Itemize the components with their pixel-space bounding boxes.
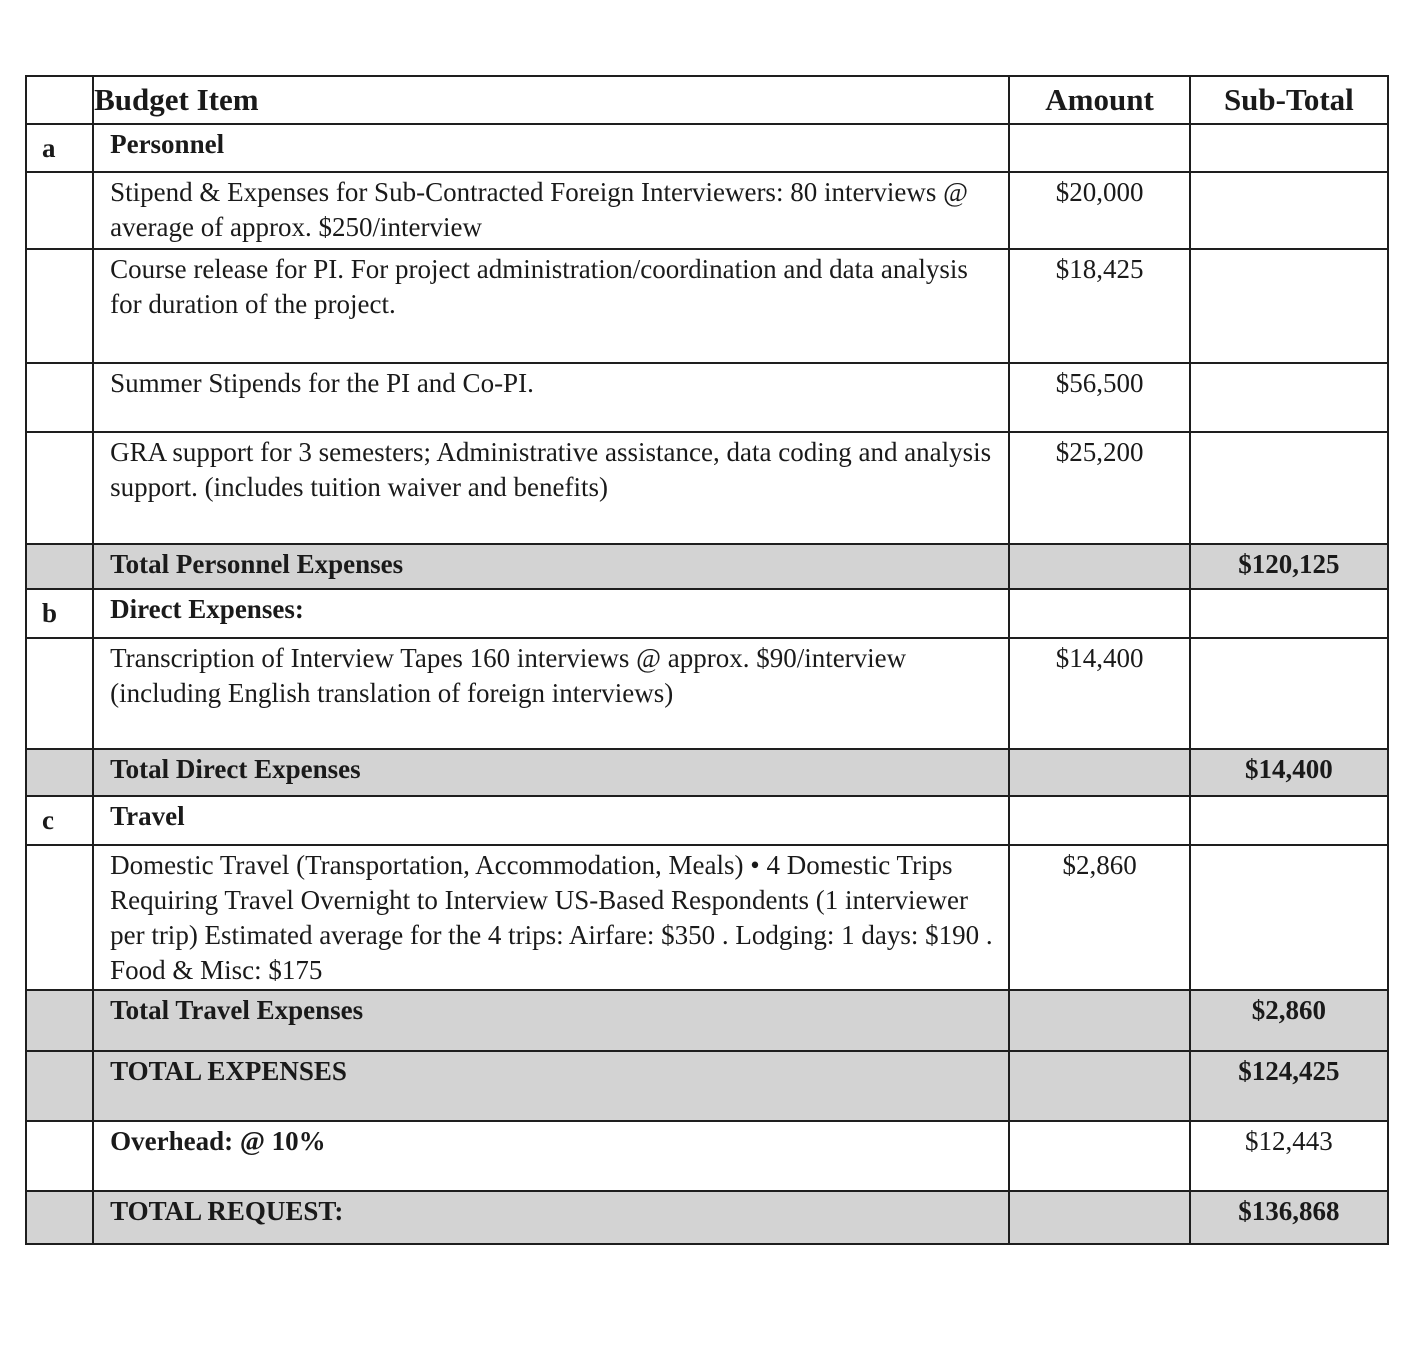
section-row-travel — [26, 796, 1388, 845]
letter-cell — [26, 1121, 93, 1191]
subtotal-cell — [1190, 589, 1388, 638]
total-row-direct — [26, 749, 1388, 796]
letter-cell — [26, 1051, 93, 1121]
amount-cell — [1009, 544, 1189, 589]
letter-cell — [26, 638, 93, 749]
subtotal-cell — [1190, 796, 1388, 845]
section-title: Travel — [93, 796, 1009, 845]
amount-cell — [1009, 124, 1189, 172]
total-row-travel — [26, 990, 1388, 1051]
item-amount: $20,000 — [1009, 172, 1189, 249]
letter-cell — [26, 363, 93, 432]
letter-cell — [26, 432, 93, 544]
total-expenses-label: TOTAL EXPENSES — [93, 1051, 1009, 1121]
amount-cell — [1009, 589, 1189, 638]
total-request-value: $136,868 — [1190, 1191, 1388, 1244]
header-row — [26, 76, 1388, 124]
total-expenses-row — [26, 1051, 1388, 1121]
header-amount: Amount — [1009, 76, 1189, 124]
item-description: Summer Stipends for the PI and Co-PI. — [93, 363, 1009, 432]
total-value: $14,400 — [1190, 749, 1388, 796]
item-description: Transcription of Interview Tapes 160 interviews @ approx. $90/interview (including English translation of foreign interviews) — [93, 638, 1009, 749]
subtotal-cell — [1190, 363, 1388, 432]
total-label: Total Personnel Expenses — [93, 544, 1009, 589]
item-description: Stipend & Expenses for Sub-Contracted Foreign Interviewers: 80 interviews @ average of approx. $250/interview — [93, 172, 1009, 249]
table-row — [26, 432, 1388, 544]
total-value: $120,125 — [1190, 544, 1388, 589]
amount-cell — [1009, 990, 1189, 1051]
table-row — [26, 845, 1388, 990]
total-label: Total Direct Expenses — [93, 749, 1009, 796]
total-value: $2,860 — [1190, 990, 1388, 1051]
header-budget-item: Budget Item — [93, 76, 1009, 124]
letter-cell — [26, 990, 93, 1051]
total-expenses-value: $124,425 — [1190, 1051, 1388, 1121]
item-description: Domestic Travel (Transportation, Accommodation, Meals) • 4 Domestic Trips Requiring Travel Overnight to Interview US-Based Respondents (1 interviewer per trip) Estimated average for the 4 trips: Airfare: $350 . Lodging: 1 days: $190 . Food & Misc: $175 — [93, 845, 1009, 990]
table-row — [26, 249, 1388, 363]
item-description: GRA support for 3 semesters; Administrative assistance, data coding and analysis support. (includes tuition waiver and benefits) — [93, 432, 1009, 544]
item-amount: $14,400 — [1009, 638, 1189, 749]
subtotal-cell — [1190, 249, 1388, 363]
amount-cell — [1009, 1051, 1189, 1121]
total-request-label: TOTAL REQUEST: — [93, 1191, 1009, 1244]
item-amount: $18,425 — [1009, 249, 1189, 363]
header-sub-total: Sub-Total — [1190, 76, 1388, 124]
section-title: Personnel — [93, 124, 1009, 172]
subtotal-cell — [1190, 638, 1388, 749]
section-title: Direct Expenses: — [93, 589, 1009, 638]
letter-cell — [26, 544, 93, 589]
subtotal-cell — [1190, 845, 1388, 990]
section-letter: a — [26, 124, 93, 172]
overhead-row — [26, 1121, 1388, 1191]
letter-cell — [26, 249, 93, 363]
item-description: Course release for PI. For project administration/coordination and data analysis for duration of the project. — [93, 249, 1009, 363]
total-label: Total Travel Expenses — [93, 990, 1009, 1051]
table-row — [26, 363, 1388, 432]
section-letter: c — [26, 796, 93, 845]
section-row-personnel — [26, 124, 1388, 172]
overhead-value: $12,443 — [1190, 1121, 1388, 1191]
budget-table — [25, 75, 1389, 1245]
total-row-personnel — [26, 544, 1388, 589]
letter-cell — [26, 845, 93, 990]
subtotal-cell — [1190, 124, 1388, 172]
table-row — [26, 172, 1388, 249]
item-amount: $25,200 — [1009, 432, 1189, 544]
header-letter-cell — [26, 76, 93, 124]
section-row-direct — [26, 589, 1388, 638]
item-amount: $2,860 — [1009, 845, 1189, 990]
section-letter: b — [26, 589, 93, 638]
letter-cell — [26, 172, 93, 249]
table-row — [26, 638, 1388, 749]
amount-cell — [1009, 749, 1189, 796]
overhead-label: Overhead: @ 10% — [93, 1121, 1009, 1191]
amount-cell — [1009, 1191, 1189, 1244]
subtotal-cell — [1190, 432, 1388, 544]
total-request-row — [26, 1191, 1388, 1244]
amount-cell — [1009, 796, 1189, 845]
letter-cell — [26, 1191, 93, 1244]
item-amount: $56,500 — [1009, 363, 1189, 432]
subtotal-cell — [1190, 172, 1388, 249]
letter-cell — [26, 749, 93, 796]
amount-cell — [1009, 1121, 1189, 1191]
